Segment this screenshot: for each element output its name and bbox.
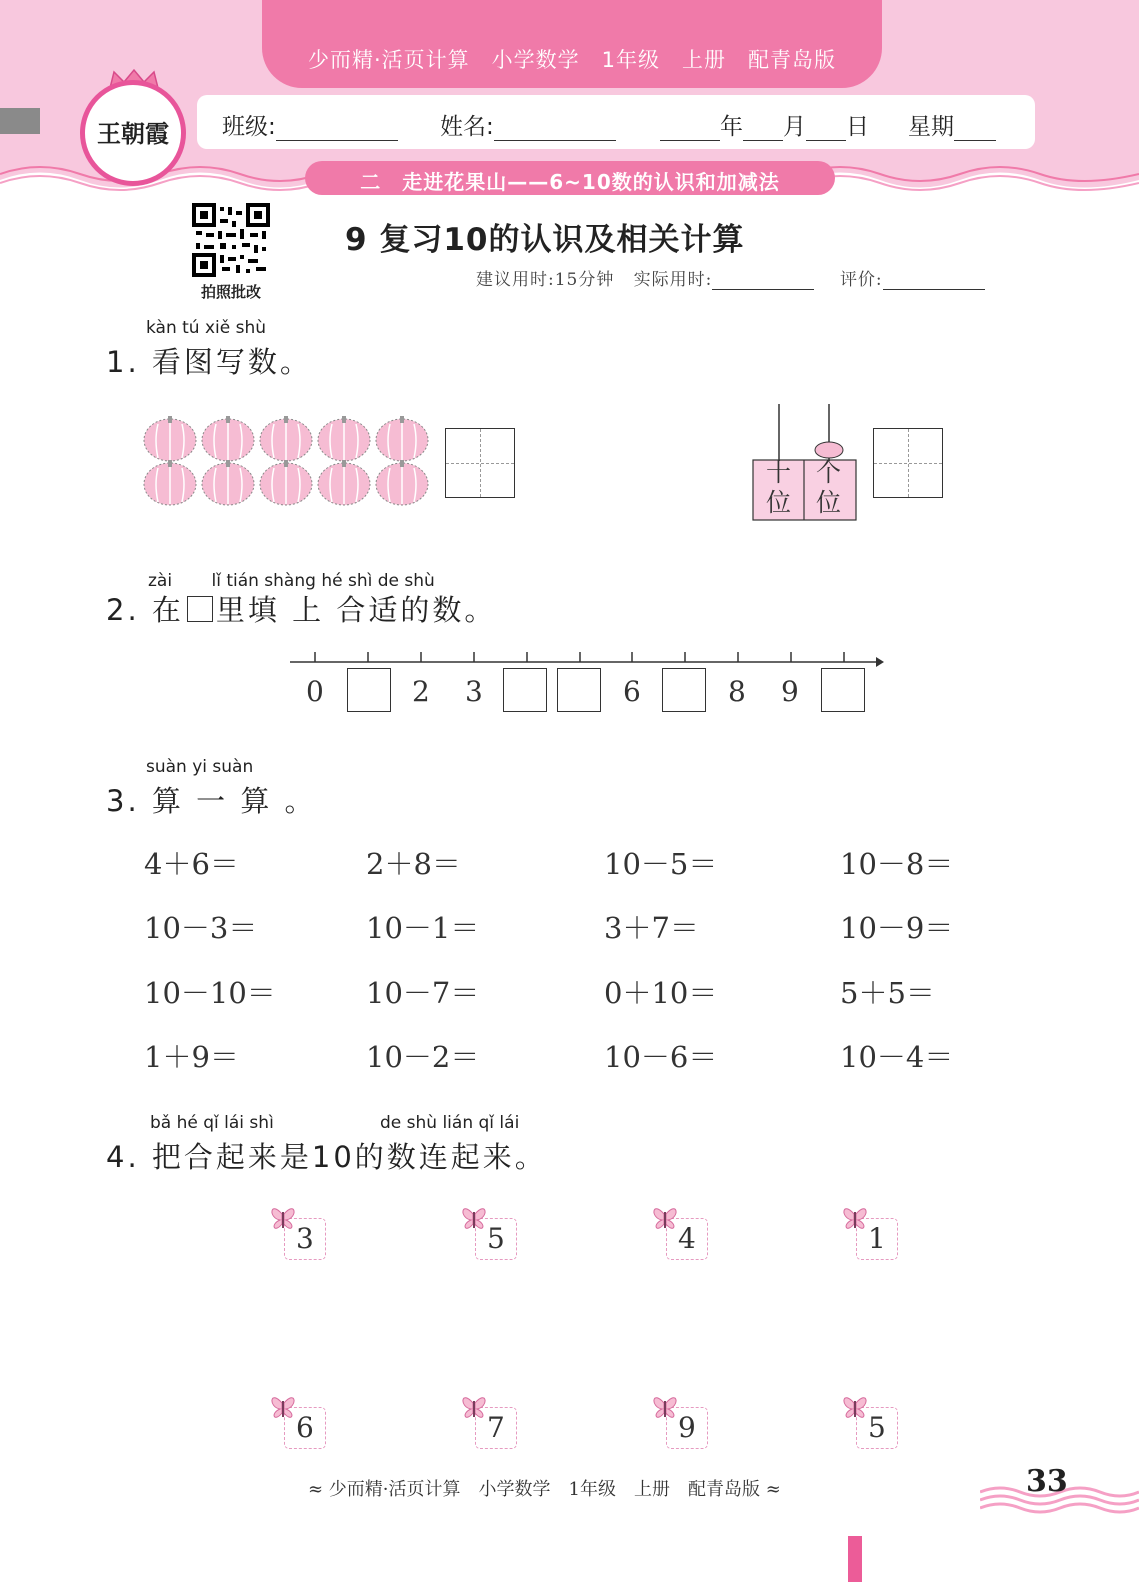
page-edge-marker	[848, 1536, 862, 1582]
equation: 10－5＝	[604, 847, 718, 881]
date-field: 年 月 日	[660, 108, 869, 141]
equation: 10－10＝	[144, 976, 276, 1010]
abacus-ones-label: 个 位	[816, 458, 842, 517]
equation: 10－3＝	[144, 911, 258, 945]
equation: 4＋6＝	[144, 847, 239, 881]
q1-answer-box-pumpkins[interactable]	[445, 428, 515, 498]
equation: 2＋8＝	[366, 847, 461, 881]
q1-answer-box-abacus[interactable]	[873, 428, 943, 498]
q2-pinyin: zài lǐ tián shàng hé shì de shù	[148, 571, 435, 591]
q3-text: 3. 算 一 算 。	[106, 784, 317, 818]
time-info	[476, 265, 985, 290]
nl-tick-0: 0	[306, 675, 324, 708]
pumpkin-group	[140, 412, 440, 516]
q3-pinyin: suàn yi suàn	[146, 757, 254, 777]
equation: 10－6＝	[604, 1040, 718, 1074]
equation: 10－9＝	[840, 911, 954, 945]
card-number: 3	[296, 1222, 314, 1255]
nl-tick-2: 2	[412, 675, 430, 708]
side-marker	[0, 108, 40, 134]
card-number: 9	[678, 1411, 696, 1444]
lesson-title: 9 复习10的认识及相关计算	[345, 222, 745, 258]
card-number: 6	[296, 1411, 314, 1444]
q4-text: 4. 把合起来是10的数连起来。	[106, 1140, 547, 1174]
card-number: 1	[868, 1222, 886, 1255]
equation: 0＋10＝	[604, 976, 718, 1010]
chapter-title: 二 走进花果山——6~10数的认识和加减法	[360, 170, 780, 194]
equation: 10－1＝	[366, 911, 480, 945]
footer-series: ≈ 少而精·活页计算 小学数学 1年级 上册 配青岛版 ≈	[308, 1479, 781, 1500]
nl-blank-4[interactable]	[503, 668, 547, 712]
q4-pinyin-2: de shù lián qǐ lái	[380, 1113, 520, 1133]
weekday-field: 星期	[908, 108, 996, 141]
q4-pinyin-1: bǎ hé qǐ lái shì	[150, 1113, 274, 1133]
nl-blank-7[interactable]	[662, 668, 706, 712]
class-field: 班级:	[222, 108, 398, 141]
nl-tick-3: 3	[465, 675, 483, 708]
nl-blank-1[interactable]	[347, 668, 391, 712]
card-number: 7	[487, 1411, 505, 1444]
nl-tick-9: 9	[781, 675, 799, 708]
equation: 3＋7＝	[604, 911, 699, 945]
name-field: 姓名:	[440, 108, 616, 141]
equation: 10－7＝	[366, 976, 480, 1010]
page-number: 33	[1026, 1464, 1068, 1499]
q1-text: 1. 看图写数。	[106, 345, 312, 379]
qr-label: 拍照批改	[200, 283, 261, 301]
card-number: 5	[487, 1222, 505, 1255]
series-title: 少而精·活页计算 小学数学 1年级 上册 配青岛版	[307, 48, 837, 72]
nl-tick-8: 8	[728, 675, 746, 708]
q1-pinyin: kàn tú xiě shù	[146, 318, 267, 338]
abacus-tens-label: 十 位	[766, 458, 792, 517]
card-number: 4	[678, 1222, 696, 1255]
logo-text: 王朝霞	[97, 119, 169, 148]
equation: 5＋5＝	[840, 976, 935, 1010]
qr-code-icon	[192, 203, 270, 277]
nl-blank-10[interactable]	[821, 668, 865, 712]
actual-time-label: 实际用时:	[633, 270, 713, 290]
card-number: 5	[868, 1411, 886, 1444]
equation: 10－4＝	[840, 1040, 954, 1074]
nl-tick-6: 6	[623, 675, 641, 708]
equation: 1＋9＝	[144, 1040, 239, 1074]
suggested-time: 建议用时:15分钟	[476, 270, 615, 290]
q2-text: 2. 在 里填 上 合适的数。	[106, 593, 497, 627]
equation: 10－8＝	[840, 847, 954, 881]
rating-label: 评价:	[839, 270, 883, 290]
equation: 10－2＝	[366, 1040, 480, 1074]
nl-blank-5[interactable]	[557, 668, 601, 712]
